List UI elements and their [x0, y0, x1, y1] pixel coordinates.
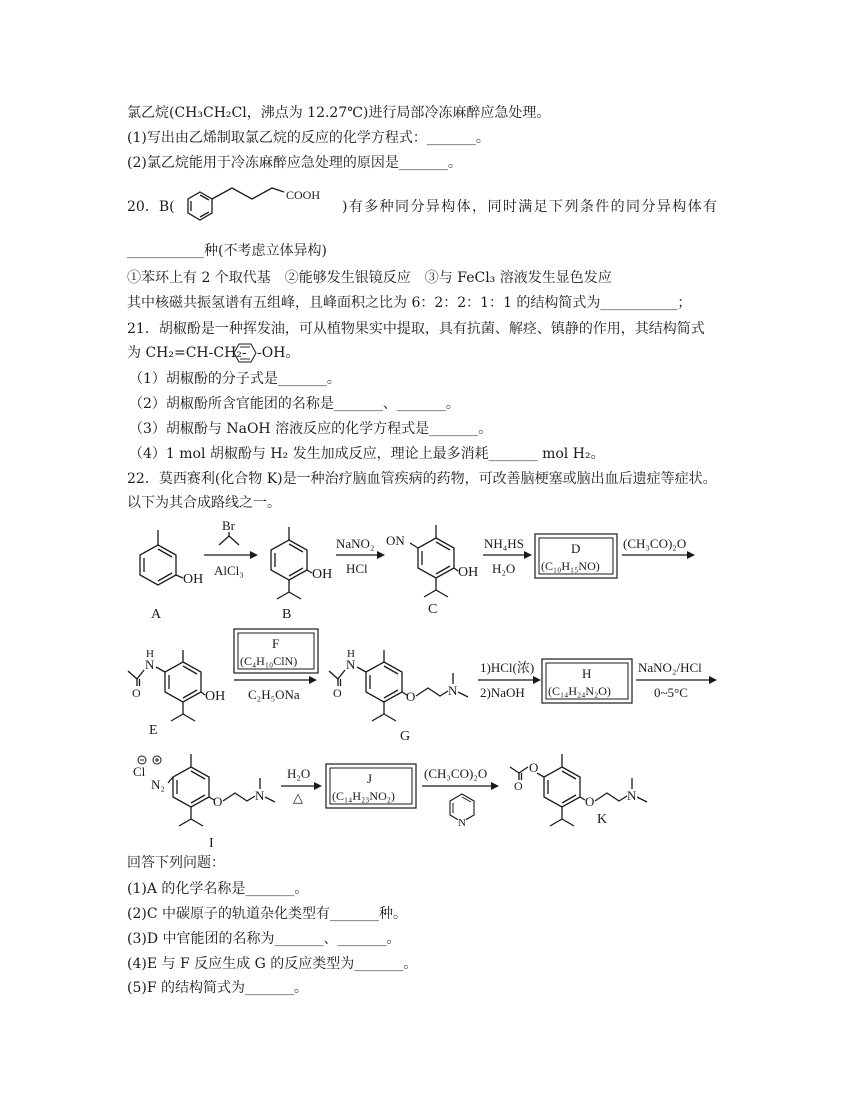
- svg-text:N: N: [255, 788, 265, 803]
- svg-text:OH: OH: [458, 565, 479, 580]
- svg-text:K: K: [597, 812, 608, 827]
- svg-text:Cl: Cl: [133, 764, 146, 779]
- svg-text:O: O: [132, 686, 141, 700]
- question-21-sub-2: （2）胡椒酚所含官能团的名称是_______、_______。: [129, 396, 460, 412]
- svg-text:(C₁₄H₂₃NO₂): (C₁₄H₂₃NO₂): [332, 789, 395, 803]
- svg-text:A: A: [151, 607, 162, 622]
- svg-text:NaNO₂/HCl: NaNO₂/HCl: [638, 660, 702, 675]
- question-20-suffix: )有多种同分异构体，同时满足下列条件的同分异构体有: [342, 199, 719, 215]
- question-21-intro: 21．胡椒酚是一种挥发油，可从植物果实中提取，具有抗菌、解痉、镇静的作用，其结构简式: [127, 321, 705, 337]
- question-20-conditions: ①苯环上有 2 个取代基 ②能够发生银镜反应 ③与 FeCl₃ 溶液发生显色发应: [127, 270, 612, 286]
- svg-text:O: O: [406, 689, 416, 704]
- svg-text:AlCl₃: AlCl₃: [214, 563, 244, 578]
- question-22-sub-2: (2)C 中碳原子的轨道杂化类型有_______种。: [127, 906, 407, 922]
- svg-text:NaNO₂: NaNO₂: [336, 536, 375, 551]
- svg-text:OH: OH: [183, 572, 204, 587]
- svg-text:O: O: [529, 760, 539, 775]
- svg-text:0~5°C: 0~5°C: [654, 685, 688, 700]
- intro-line: 氯乙烷(CH₃CH₂Cl，沸点为 12.27℃)进行局部冷冻麻醉应急处理。: [127, 105, 551, 121]
- question-21-formula-suffix: -OH。: [257, 345, 300, 361]
- question-22-intro-2: 以下为其合成路线之一。: [127, 495, 281, 511]
- compound-c: [386, 525, 478, 617]
- svg-text:B: B: [282, 607, 292, 622]
- svg-text:J: J: [367, 771, 373, 786]
- svg-text:D: D: [571, 541, 581, 556]
- svg-text:△: △: [293, 790, 303, 805]
- question-21-formula-prefix: 为 CH₂=CH-CH₂-: [127, 345, 247, 361]
- svg-text:ON: ON: [386, 533, 405, 548]
- svg-text:HCl: HCl: [346, 561, 368, 576]
- svg-text:C₂H₅ONa: C₂H₅ONa: [248, 687, 300, 702]
- svg-text:OH: OH: [205, 689, 226, 704]
- svg-text:OH: OH: [312, 567, 333, 582]
- compound-k: [510, 754, 647, 827]
- svg-text:2)NaOH: 2)NaOH: [480, 685, 525, 700]
- svg-text:H₂O: H₂O: [492, 561, 516, 576]
- svg-text:H: H: [146, 648, 154, 660]
- svg-text:(C₁₄H₂₄N₂O): (C₁₄H₂₄N₂O): [548, 684, 611, 698]
- svg-text:N: N: [145, 657, 155, 672]
- svg-text:O: O: [585, 794, 595, 809]
- question-22-answer-header: 回答下列问题：: [127, 855, 225, 871]
- pyridine-icon: [450, 794, 474, 829]
- question-22-sub-5: (5)F 的结构简式为_______。: [127, 980, 308, 996]
- compound-i: [133, 754, 275, 851]
- svg-text:G: G: [400, 729, 411, 744]
- question-20-prefix: 20．B(: [127, 199, 175, 215]
- svg-text:O: O: [333, 686, 342, 700]
- svg-text:N: N: [458, 817, 466, 829]
- question-19-part-1: (1)写出由乙烯制取氯乙烷的反应的化学方程式：_______。: [127, 130, 490, 146]
- svg-text:N₂: N₂: [151, 777, 165, 792]
- question-22-sub-1: (1)A 的化学名称是_______。: [127, 881, 309, 897]
- svg-text:C: C: [428, 602, 438, 617]
- cooh-label: COOH: [286, 188, 321, 202]
- question-19-part-2: (2)氯乙烷能用于冷冻麻醉应急处理的原因是_______。: [127, 155, 462, 171]
- svg-text:I: I: [209, 836, 214, 851]
- svg-text:(C₁₀H₁₅NO): (C₁₀H₁₅NO): [541, 559, 600, 573]
- svg-text:1)HCl(浓): 1)HCl(浓): [480, 660, 535, 675]
- svg-text:N: N: [627, 788, 637, 803]
- compound-e: [128, 648, 225, 738]
- question-20-line-2: ___________种(不考虑立体异构): [127, 243, 327, 259]
- question-22-intro-1: 22．莫西赛利(化合物 K)是一种治疗脑血管疾病的药物，可改善脑梗塞或脑出血后遗症等症状。: [127, 471, 717, 487]
- question-22-sub-4: (4)E 与 F 反应生成 G 的反应类型为_______。: [127, 956, 418, 972]
- svg-text:(CH₃CO)₂O: (CH₃CO)₂O: [424, 766, 488, 781]
- question-21-sub-1: （1）胡椒酚的分子式是_______。: [129, 371, 341, 387]
- svg-text:H: H: [582, 666, 592, 681]
- svg-text:O: O: [213, 794, 223, 809]
- svg-text:Br: Br: [222, 518, 235, 533]
- question-20-nmr: 其中核磁共振氢谱有五组峰，且峰面积之比为 6：2：2：1：1 的结构简式为___________；: [127, 295, 692, 311]
- svg-text:H₂O: H₂O: [287, 766, 311, 781]
- svg-text:N: N: [346, 657, 356, 672]
- svg-text:H: H: [347, 648, 355, 660]
- svg-text:(C₄H₁₀ClN): (C₄H₁₀ClN): [240, 654, 298, 668]
- svg-text:O: O: [514, 779, 523, 793]
- question-22-sub-3: (3)D 中官能团的名称为_______、_______。: [127, 931, 401, 947]
- svg-text:N: N: [448, 683, 458, 698]
- svg-text:F: F: [272, 636, 280, 651]
- compound-g: [329, 648, 468, 744]
- svg-text:NH₄HS: NH₄HS: [484, 536, 524, 551]
- compound-b: [271, 527, 332, 622]
- svg-text:(CH₃CO)₂O: (CH₃CO)₂O: [623, 536, 687, 551]
- svg-text:E: E: [149, 723, 158, 738]
- question-21-sub-3: （3）胡椒酚与 NaOH 溶液反应的化学方程式是_______。: [129, 421, 493, 437]
- compound-a: [140, 530, 203, 622]
- question-21-sub-4: （4）1 mol 胡椒酚与 H₂ 发生加成反应，理论上最多消耗_______ mol H₂。: [129, 446, 605, 462]
